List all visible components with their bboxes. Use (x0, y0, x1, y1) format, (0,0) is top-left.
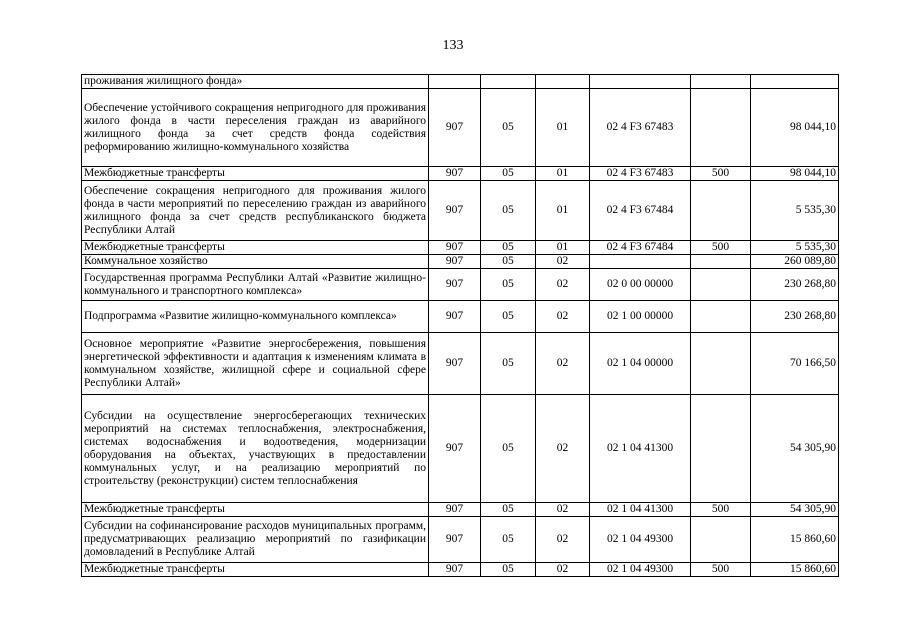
ministry-code: 907 (429, 181, 481, 241)
section-code: 05 (481, 503, 536, 517)
subsection-code: 02 (536, 333, 590, 395)
target-article: 02 4 F3 67484 (590, 241, 691, 255)
section-code: 05 (481, 333, 536, 395)
amount: 230 268,80 (751, 269, 839, 301)
subsection-code: 02 (536, 269, 590, 301)
item-name: Субсидии на осуществление энергосберегающих технических мероприятий на системах теплоснабжения, электроснабжения, системах водоснабжения и водоотведения, модернизации оборудования на объектах, участвующих в предоставлении коммунальных услуг, и на реализацию мероприятий по строительству (реконструкции) систем теплоснабжения (82, 395, 429, 503)
subsection-code: 02 (536, 301, 590, 333)
table-row (82, 563, 839, 577)
subsection-code: 02 (536, 255, 590, 269)
table-row (82, 333, 839, 395)
target-article: 02 1 04 49300 (590, 563, 691, 577)
section-code: 05 (481, 241, 536, 255)
target-article: 02 1 04 41300 (590, 395, 691, 503)
expense-type (691, 517, 751, 563)
expense-type: 500 (691, 167, 751, 181)
amount: 98 044,10 (751, 89, 839, 167)
target-article: 02 1 04 49300 (590, 517, 691, 563)
target-article: 02 1 04 41300 (590, 503, 691, 517)
budget-table (81, 74, 839, 577)
section-code: 05 (481, 181, 536, 241)
table-row (82, 269, 839, 301)
ministry-code: 907 (429, 563, 481, 577)
ministry-code: 907 (429, 301, 481, 333)
amount: 70 166,50 (751, 333, 839, 395)
target-article: 02 1 00 00000 (590, 301, 691, 333)
subsection-code: 02 (536, 517, 590, 563)
item-name: Межбюджетные трансферты (82, 503, 429, 517)
target-article: 02 4 F3 67483 (590, 89, 691, 167)
ministry-code (429, 75, 481, 89)
section-code (481, 75, 536, 89)
table-row (82, 75, 839, 89)
ministry-code: 907 (429, 241, 481, 255)
item-name: проживания жилищного фонда» (82, 75, 429, 89)
table-row (82, 517, 839, 563)
item-name: Обеспечение устойчивого сокращения непригодного для проживания жилого фонда в части переселения граждан из аварийного жилищного фонда за счет средств фонда содействия реформированию жилищно-коммунального хозяйства (82, 89, 429, 167)
expense-type (691, 75, 751, 89)
ministry-code: 907 (429, 395, 481, 503)
amount (751, 75, 839, 89)
ministry-code: 907 (429, 503, 481, 517)
section-code: 05 (481, 563, 536, 577)
ministry-code: 907 (429, 333, 481, 395)
section-code: 05 (481, 395, 536, 503)
item-name: Коммунальное хозяйство (82, 255, 429, 269)
amount: 15 860,60 (751, 563, 839, 577)
target-article (590, 75, 691, 89)
target-article (590, 255, 691, 269)
item-name: Межбюджетные трансферты (82, 563, 429, 577)
section-code: 05 (481, 89, 536, 167)
item-name: Субсидии на софинансирование расходов муниципальных программ, предусматривающих реализацию мероприятий по газификации домовладений в Республике Алтай (82, 517, 429, 563)
item-name: Государственная программа Республики Алтай «Развитие жилищно-коммунального и транспортного комплекса» (82, 269, 429, 301)
target-article: 02 4 F3 67483 (590, 167, 691, 181)
expense-type (691, 89, 751, 167)
subsection-code: 01 (536, 241, 590, 255)
page-number: 133 (442, 38, 464, 53)
table-row (82, 255, 839, 269)
subsection-code: 01 (536, 181, 590, 241)
table-row (82, 89, 839, 167)
expense-type: 500 (691, 503, 751, 517)
target-article: 02 1 04 00000 (590, 333, 691, 395)
table-row (82, 181, 839, 241)
subsection-code: 02 (536, 503, 590, 517)
section-code: 05 (481, 301, 536, 333)
subsection-code: 01 (536, 167, 590, 181)
target-article: 02 0 00 00000 (590, 269, 691, 301)
expense-type (691, 301, 751, 333)
amount: 54 305,90 (751, 395, 839, 503)
target-article: 02 4 F3 67484 (590, 181, 691, 241)
item-name: Обеспечение сокращения непригодного для проживания жилого фонда в части мероприятий по переселению граждан из аварийного жилищного фонда за счет средств республиканского бюджета Республики Алтай (82, 181, 429, 241)
item-name: Межбюджетные трансферты (82, 167, 429, 181)
amount: 15 860,60 (751, 517, 839, 563)
section-code: 05 (481, 517, 536, 563)
subsection-code: 02 (536, 395, 590, 503)
expense-type (691, 181, 751, 241)
expense-type (691, 255, 751, 269)
section-code: 05 (481, 255, 536, 269)
table-row (82, 241, 839, 255)
section-code: 05 (481, 269, 536, 301)
expense-type (691, 395, 751, 503)
ministry-code: 907 (429, 517, 481, 563)
expense-type (691, 333, 751, 395)
table-row (82, 395, 839, 503)
ministry-code: 907 (429, 89, 481, 167)
item-name: Подпрограмма «Развитие жилищно-коммунального комплекса» (82, 301, 429, 333)
budget-table-body (82, 75, 839, 577)
ministry-code: 907 (429, 255, 481, 269)
amount: 260 089,80 (751, 255, 839, 269)
table-row (82, 503, 839, 517)
item-name: Основное мероприятие «Развитие энергосбережения, повышения энергетической эффективности и адаптация к изменениям климата в коммунальном хозяйстве, жилищной сфере и социальной сфере Республики Алтай» (82, 333, 429, 395)
subsection-code: 02 (536, 563, 590, 577)
item-name: Межбюджетные трансферты (82, 241, 429, 255)
subsection-code: 01 (536, 89, 590, 167)
expense-type: 500 (691, 563, 751, 577)
amount: 98 044,10 (751, 167, 839, 181)
amount: 5 535,30 (751, 181, 839, 241)
expense-type (691, 269, 751, 301)
table-row (82, 167, 839, 181)
amount: 5 535,30 (751, 241, 839, 255)
subsection-code (536, 75, 590, 89)
table-row (82, 301, 839, 333)
expense-type: 500 (691, 241, 751, 255)
section-code: 05 (481, 167, 536, 181)
amount: 54 305,90 (751, 503, 839, 517)
amount: 230 268,80 (751, 301, 839, 333)
ministry-code: 907 (429, 269, 481, 301)
ministry-code: 907 (429, 167, 481, 181)
